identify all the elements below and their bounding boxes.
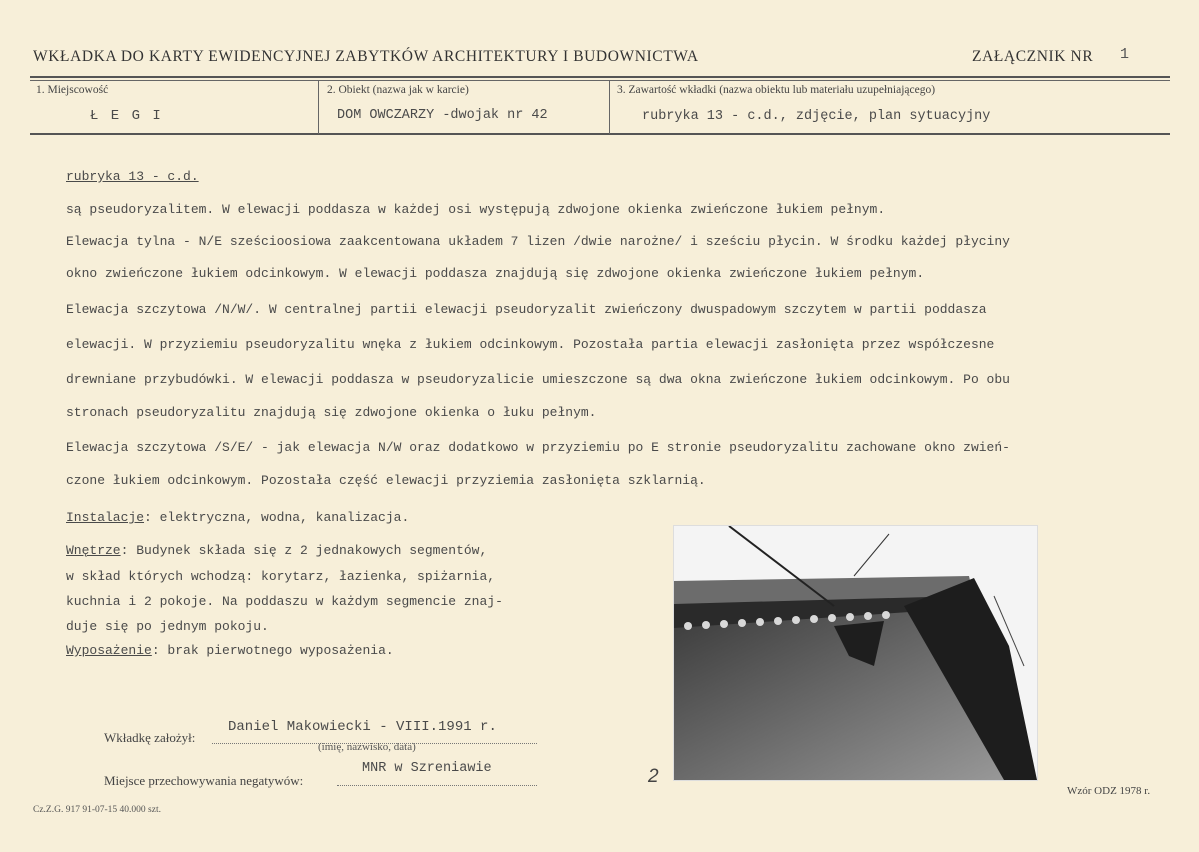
header-rule-top (30, 76, 1170, 78)
attachment-number: 1 (1120, 46, 1130, 63)
locality-label: 1. Miejscowość (36, 84, 109, 96)
author-value: Daniel Makowiecki - VIII.1991 r. (228, 719, 497, 735)
page-number: 2 (648, 766, 659, 787)
body-line-6: drewniane przybudówki. W elewacji poddasza w pseudoryzalicie umieszczone są dwa okna zwieńczone łukiem odcinkowym. Po obu (66, 372, 1010, 387)
locality-value: Ł E G I (90, 108, 163, 124)
body-line-4: Elewacja szczytowa /N/W/. W centralnej partii elewacji pseudoryzalit zwieńczony dwuspadowym szczytem w partii poddasza (66, 302, 987, 317)
body-line-5: elewacji. W przyziemiu pseudoryzalitu wnęka z łukiem odcinkowym. Pozostała partia elewacji zasłonięta przez współczesne (66, 337, 995, 352)
interior-row-1 (66, 543, 487, 558)
body-line-1: są pseudoryzalitem. W elewacji poddasza w każdej osi występują zdwojone okienka zwieńczone łukiem pełnym. (66, 202, 886, 217)
interior-line-3: kuchnia i 2 pokoje. Na poddaszu w każdym segmencie znaj- (66, 594, 503, 609)
equipment-value: : brak pierwotnego wyposażenia. (151, 643, 394, 658)
installations-label: Instalacje (66, 510, 145, 525)
contents-label: 3. Zawartość wkładki (nazwa obiektu lub materiału uzupełniającego) (617, 84, 936, 96)
header-rule-bottom (30, 133, 1170, 135)
author-caption: (imię, nazwisko, data) (318, 741, 416, 753)
print-info: Cz.Z.G. 917 91-07-15 40.000 szt. (33, 805, 161, 815)
building-photo (673, 525, 1038, 781)
author-label: Wkładkę założył: (104, 730, 196, 745)
section-heading: rubryka 13 - c.d. (66, 169, 199, 184)
interior-line-4: duje się po jednym pokoju. (66, 619, 269, 634)
body-line-9: czone łukiem odcinkowym. Pozostała część elewacji przyziemia zasłonięta szklarnią. (66, 473, 706, 488)
body-line-8: Elewacja szczytowa /S/E/ - jak elewacja N/W oraz dodatkowo w przyziemiu po E stronie pseudoryzalitu zachowane okno zwień- (66, 440, 1010, 455)
body-line-7: stronach pseudoryzalitu znajdują się zdwojone okienka o łuku pełnym. (66, 405, 597, 420)
form-title: WKŁADKA DO KARTY EWIDENCYJNEJ ZABYTKÓW ARCHITEKTURY I BUDOWNICTWA (33, 48, 699, 65)
contents-value: rubryka 13 - c.d., zdjęcie, plan sytuacyjny (642, 109, 991, 124)
interior-line-1: : Budynek składa się z 2 jednakowych segmentów, (120, 543, 488, 558)
storage-dotline (337, 780, 537, 786)
interior-label: Wnętrze (66, 543, 121, 558)
form-info: Wzór ODZ 1978 r. (1067, 785, 1151, 797)
installations-value: : elektryczna, wodna, kanalizacja. (144, 510, 410, 525)
field-divider-1 (318, 80, 319, 134)
equipment-row (66, 643, 394, 658)
body-line-2: Elewacja tylna - N/E sześcioosiowa zaakcentowana układem 7 lizen /dwie narożne/ i sześciu płycin. W środku każdej płyciny (66, 234, 1010, 249)
object-value: DOM OWCZARZY -dwojak nr 42 (337, 108, 548, 123)
body-line-3: okno zwieńczone łukiem odcinkowym. W elewacji poddasza znajdują się zdwojone okienka zwieńczone łukiem pełnym. (66, 266, 925, 281)
eave-photo-image (674, 526, 1037, 780)
attachment-label: ZAŁĄCZNIK NR (972, 48, 1094, 65)
header-rule-top-inner (30, 80, 1170, 81)
equipment-label: Wyposażenie (66, 643, 152, 658)
object-label: 2. Obiekt (nazwa jak w karcie) (327, 84, 469, 96)
interior-line-2: w skład których wchodzą: korytarz, łazienka, spiżarnia, (66, 569, 496, 584)
installations-row (66, 510, 409, 525)
storage-label: Miejsce przechowywania negatywów: (104, 773, 304, 788)
field-divider-2 (609, 80, 610, 134)
storage-value: MNR w Szreniawie (362, 761, 492, 776)
